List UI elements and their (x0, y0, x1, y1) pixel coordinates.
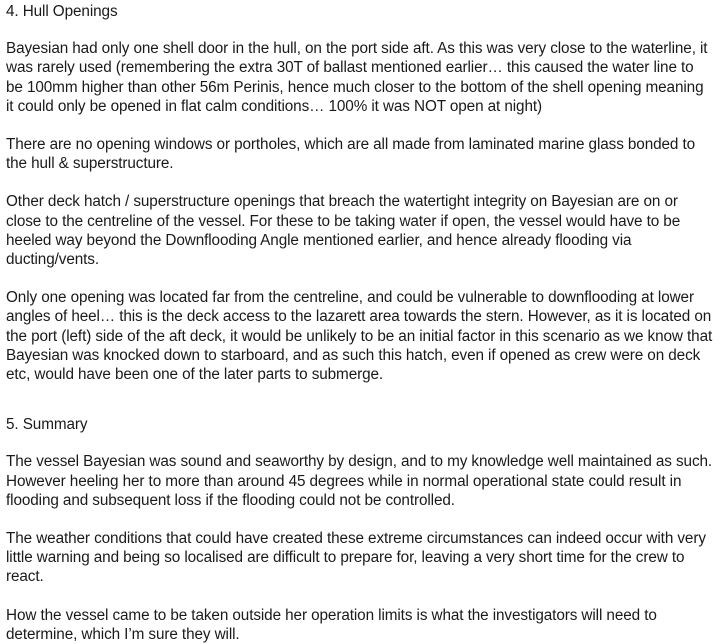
paragraph-deck-hatches: Other deck hatch / superstructure openings that breach the watertight integrity on Bayesian are on or close to the centreline of the vessel. For these to be taking water if open, the vessel would have to be heeled way beyond the Downflooding Angle mentioned earlier, and hence already flooding via ducting/vents. (6, 193, 681, 269)
section-heading-hull-openings: 4. Hull Openings (6, 3, 118, 20)
paragraph-weather-conditions: The weather conditions that could have created these extreme circumstances can indeed occur with very little warning and being so localised are difficult to prepare for, leaving a very short time for the crew to react. (6, 530, 706, 586)
paragraph-shell-door: Bayesian had only one shell door in the hull, on the port side aft. As this was very close to the waterline, it was rarely used (remembering the extra 30T of ballast mentioned earlier… this caused the water line to be 100mm higher than other 56m Perinis, hence much closer to the bottom of the shell opening meaning it could only be opened in flat calm conditions… 100% it was NOT open at night) (6, 40, 708, 115)
paragraph-lazarett-opening: Only one opening was located far from the centreline, and could be vulnerable to downflooding at lower angles of heel… this is the deck access to the lazarett area towards the stern. However, as it is located on the port (left) side of the aft deck, it would be unlikely to be an initial factor in this scenario as we know that Bayesian was knocked down to starboard, and as such this hatch, even if opened as crew were on deck etc, would have been one of the later parts to submerge. (6, 289, 713, 384)
section-spacer (6, 403, 714, 415)
paragraph-windows-portholes: There are no opening windows or portholes, which are all made from laminated marine glass bonded to the hull & superstructure. (6, 136, 696, 173)
paragraph-seaworthy: The vessel Bayesian was sound and seaworthy by design, and to my knowledge well maintained as such. However heeling her to more than around 45 degrees while in normal operational state could result in flooding and subsequent loss if the flooding could not be controlled. (6, 453, 713, 509)
section-heading-summary: 5. Summary (6, 416, 88, 434)
paragraph-investigators: How the vessel came to be taken outside her operation limits is what the investigators will need to determine, which I’m sure they will. (6, 606, 657, 643)
